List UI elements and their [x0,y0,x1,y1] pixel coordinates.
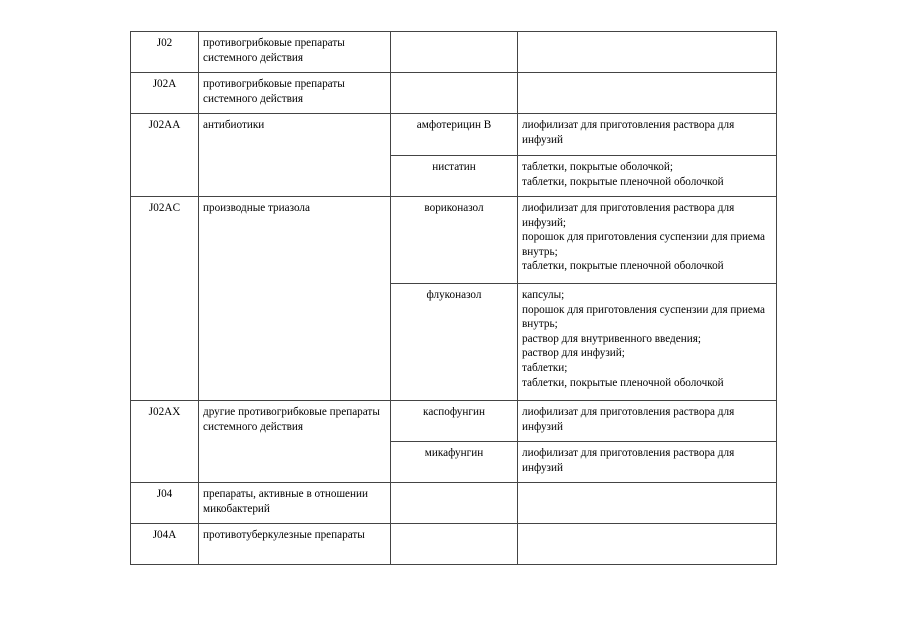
drug-name-cell [391,483,518,524]
atc-code-cell: J04 [131,483,199,524]
dosage-forms-cell [518,442,777,483]
drug-classification-table [130,31,777,565]
atc-code-cell: J02AC [131,197,199,401]
table-row [131,32,777,73]
dosage-form-line: лиофилизат для приготовления раствора для инфузий [522,406,735,433]
anatomical-group-cell: другие противогрибковые препараты системного действия [199,401,391,483]
table-row [131,73,777,114]
table-row [131,524,777,565]
dosage-forms-cell [518,32,777,73]
table-body [131,32,777,565]
dosage-form-line: порошок для приготовления суспензии для приема внутрь; [522,231,765,258]
drug-name-cell: каспофунгин [391,401,518,442]
dosage-forms-cell [518,114,777,156]
drug-name-cell [391,73,518,114]
dosage-form-line: лиофилизат для приготовления раствора для инфузий [522,119,735,146]
anatomical-group-cell: производные триазола [199,197,391,401]
table-row [131,197,777,284]
dosage-forms-cell [518,524,777,565]
atc-code-cell: J02AA [131,114,199,197]
dosage-forms-cell [518,483,777,524]
anatomical-group-cell: противотуберкулезные препараты [199,524,391,565]
dosage-form-line: лиофилизат для приготовления раствора для инфузий; [522,202,735,229]
table-row [131,114,777,156]
dosage-form-line: капсулы; [522,289,565,301]
dosage-form-line: таблетки, покрытые пленочной оболочкой [522,175,724,188]
dosage-form-line: раствор для внутривенного введения; [522,332,701,345]
dosage-form-line: таблетки, покрытые пленочной оболочкой [522,260,724,273]
drug-name-cell: флуконазол [391,284,518,401]
drug-name-cell: амфотерицин В [391,114,518,156]
dosage-form-line: раствор для инфузий; [522,347,625,360]
table-row [131,401,777,442]
dosage-forms-cell [518,401,777,442]
dosage-form-line: таблетки; [522,361,568,374]
atc-code-cell: J02 [131,32,199,73]
dosage-form-line: порошок для приготовления суспензии для приема внутрь; [522,303,765,331]
anatomical-group-cell: противогрибковые препараты системного действия [199,73,391,114]
drug-name-cell: вориконазол [391,197,518,284]
drug-name-cell [391,32,518,73]
atc-code-cell: J02A [131,73,199,114]
atc-code-cell: J04A [131,524,199,565]
drug-name-cell [391,524,518,565]
drug-name-cell: микафунгин [391,442,518,483]
dosage-forms-cell [518,156,777,197]
anatomical-group-cell: антибиотики [199,114,391,197]
anatomical-group-cell: противогрибковые препараты системного действия [199,32,391,73]
dosage-form-line: таблетки, покрытые оболочкой; [522,161,673,173]
table-row [131,483,777,524]
dosage-form-line: лиофилизат для приготовления раствора для инфузий [522,447,735,474]
atc-code-cell: J02AX [131,401,199,483]
dosage-form-line: таблетки, покрытые пленочной оболочкой [522,376,724,389]
dosage-forms-cell [518,197,777,284]
anatomical-group-cell: препараты, активные в отношении микобактерий [199,483,391,524]
dosage-forms-cell [518,73,777,114]
dosage-forms-cell [518,284,777,401]
drug-name-cell: нистатин [391,156,518,197]
